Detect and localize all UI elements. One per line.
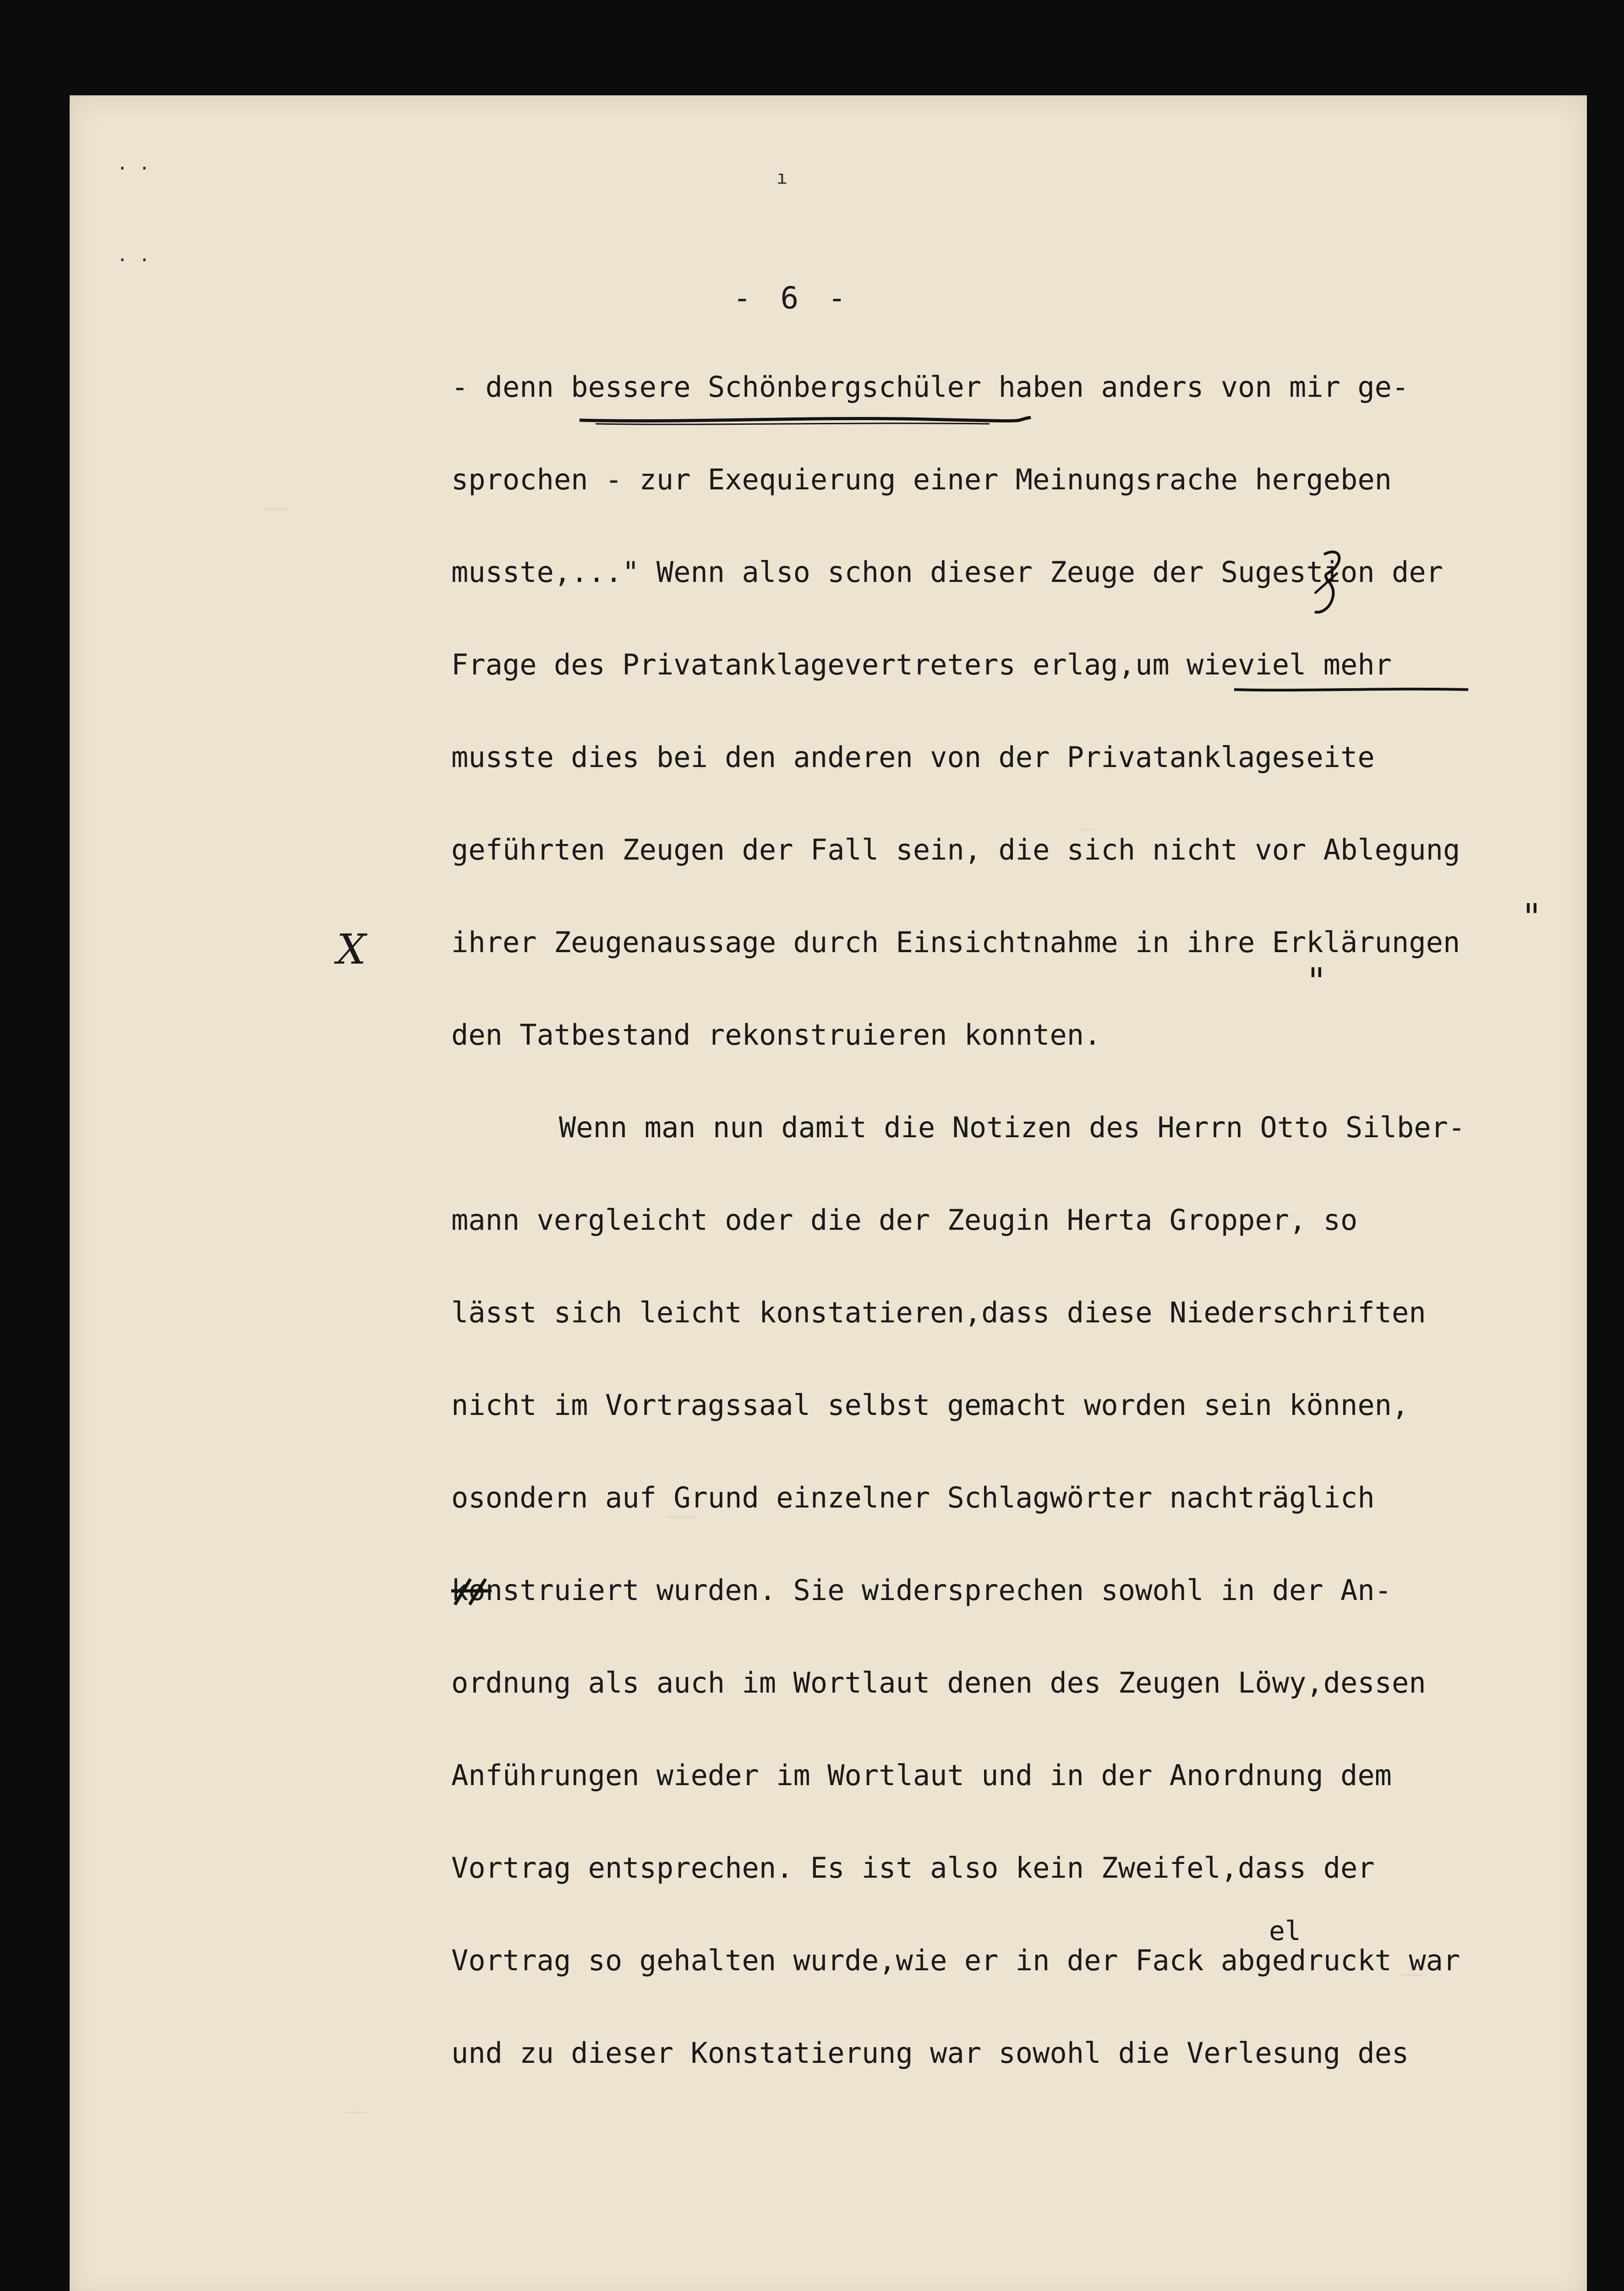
text-line: geführten Zeugen der Fall sein, die sich nicht vor Ablegung — [451, 833, 1460, 866]
text-line: Anführungen wieder im Wortlaut und in der Anordnung dem — [451, 1759, 1392, 1792]
paper-fiber — [262, 508, 290, 510]
text-line: ordnung als auch im Wortlaut denen des Zeugen Löwy,dessen — [451, 1666, 1426, 1699]
text-line: mann vergleicht oder die der Zeugin Herta Gropper, so — [451, 1203, 1358, 1237]
paper-fiber — [344, 2111, 367, 2114]
text-line: - denn bessere Schönbergschüler haben anders von mir ge- — [451, 370, 1409, 404]
page-number: - 6 - — [733, 280, 852, 316]
text-line: Vortrag entsprechen. Es ist also kein Zweifel,dass der — [451, 1851, 1375, 1885]
text-line: Vortrag so gehalten wurde,wie er in der Fack abgedruckt war — [451, 1944, 1460, 1977]
handwritten-correction-mark — [1310, 545, 1347, 619]
text-line: ihrer Zeugenaussage durch Einsichtnahme in ihre Erklärungen — [451, 926, 1460, 959]
text-line: musste dies bei den anderen von der Privatanklageseite — [451, 740, 1375, 774]
text-line: osondern auf Grund einzelner Schlagwörter nachträglich — [451, 1481, 1375, 1514]
strikethrough-mark — [451, 1576, 492, 1608]
handwritten-underline — [1232, 685, 1471, 694]
handwritten-quote-mark: " — [1523, 896, 1540, 938]
handwritten-quote-mark: " — [1308, 960, 1325, 1003]
margin-dots-second: · · — [117, 250, 150, 271]
margin-x-annotation: X — [337, 926, 366, 974]
text-line-paragraph-start: Wenn man nun damit die Notizen des Herrn Otto Silber- — [559, 1111, 1465, 1144]
interlinear-insertion: el — [1269, 1915, 1301, 1946]
text-line: den Tatbestand rekonstruieren konnten. — [451, 1018, 1101, 1052]
handwritten-underline — [577, 410, 1035, 428]
text-line: lässt sich leicht konstatieren,dass diese Niederschriften — [451, 1296, 1426, 1329]
text-line: konstruiert wurden. Sie widersprechen sowohl in der An- — [451, 1573, 1392, 1607]
text-line: und zu dieser Konstatierung war sowohl die Verlesung des — [451, 2036, 1409, 2070]
text-line: musste,..." Wenn also schon dieser Zeuge der Sugestion der — [451, 555, 1443, 589]
text-line: nicht im Vortragssaal selbst gemacht worden sein können, — [451, 1388, 1409, 1422]
margin-dots-top: · · — [117, 158, 150, 179]
text-line: Frage des Privatanklagevertreters erlag,um wieviel mehr — [451, 648, 1392, 681]
text-line: sprochen - zur Exequierung einer Meinungsrache hergeben — [451, 463, 1392, 496]
top-tick-mark: ı — [776, 167, 788, 188]
body-text — [451, 367, 1542, 2125]
